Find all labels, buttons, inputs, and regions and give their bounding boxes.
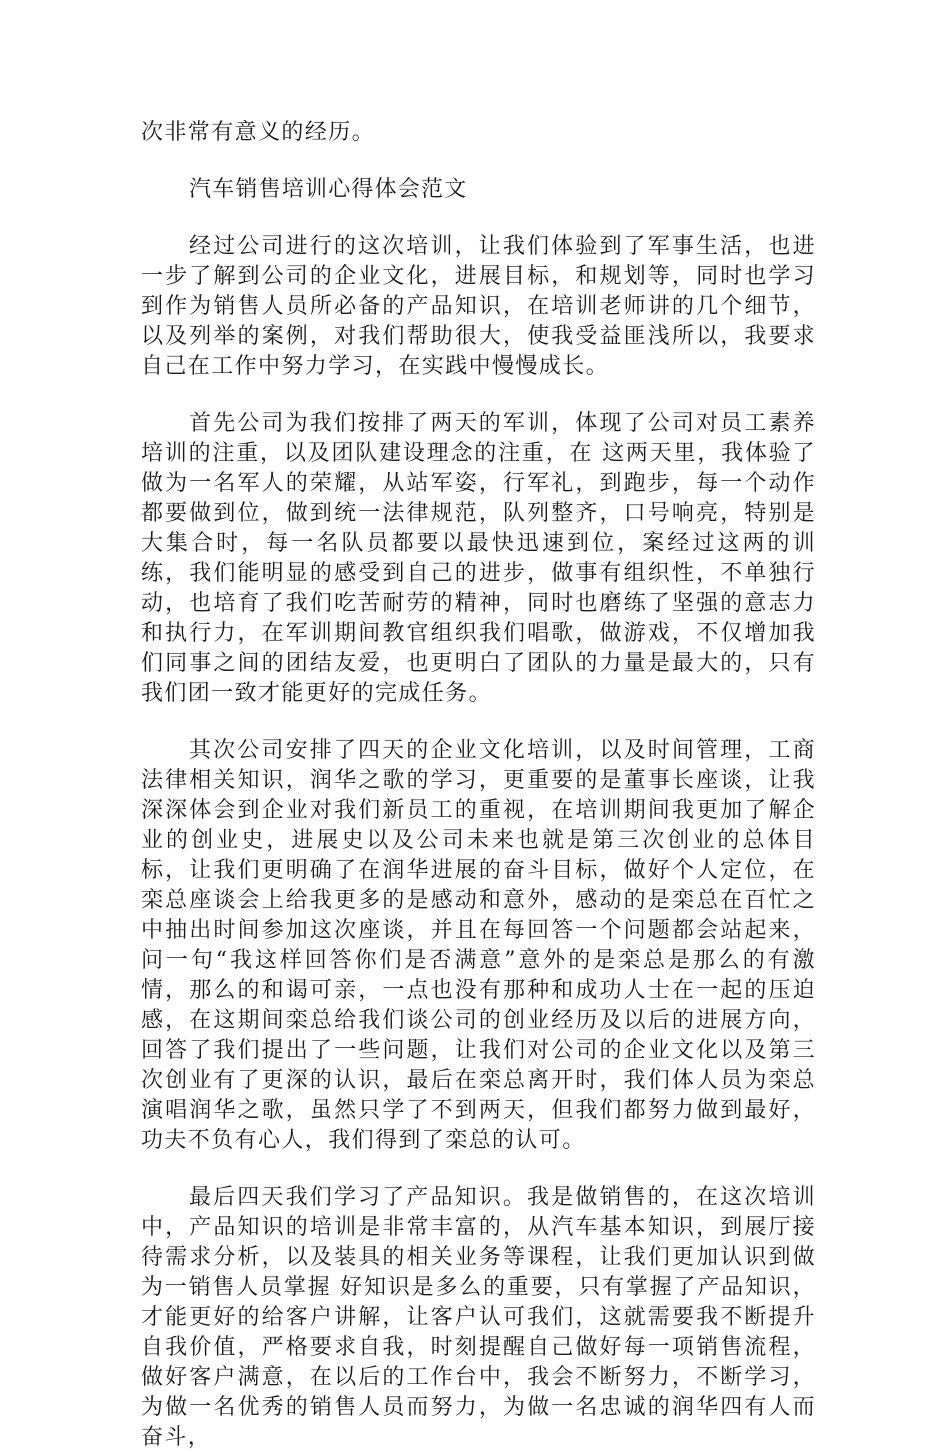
paragraph-culture-training: 其次公司安排了四天的企业文化培训，以及时间管理，工商法律相关知识，润华之歌的学习，更重要的是董事长座谈，让我深深体会到企业对我们新员工的重视，在培训期间我更加了解企业的创业史，进展史以及公司未来也就是第三次创业的总体目标，让我们更明确了在润华进展的奋斗目标，做好个人定位，在栾总座谈会上给我更多的是感动和意外，感动的是栾总在百忙之中抽出时间参加这次座谈，并且在每回答一个问题都会站起来，问一句“我这样回答你们是否满意”意外的是栾总是那么的有激情，那么的和谒可亲，一点也没有那种和成功人士在一起的压迫感，在这期间栾总给我们谈公司的创业经历及以后的进展方向，回答了我们提出了一些问题，让我们对公司的企业文化以及第三次创业有了更深的认识，最后在栾总离开时，我们体人员为栾总演唱润华之歌，虽然只学了不到两天，但我们都努力做到最好，功夫不负有心人，我们得到了栾总的认可。 xyxy=(141,738,816,1153)
document-title: 汽车销售培训心得体会范文 xyxy=(189,177,468,202)
paragraph-military-training: 首先公司为我们按排了两天的军训，体现了公司对员工素养培训的注重，以及团队建设理念的注重，在 这两天里，我体验了做为一名军人的荣耀，从站军姿，行军礼，到跑步，每一个动作都要做到位，做到统一法律规范，队列整齐，口号响亮，特别是大集合时，每一名队员都要以最快迅速到位，案经过这两的训练，我们能明显的感受到自己的进步，做事有组织性，不单独行动，也培育了我们吃苦耐劳的精神，同时也磨练了坚强的意志力和执行力，在军训期间教官组织我们唱歌，做游戏，不仅增加我们同事之间的团结友爱，也更明白了团队的力量是最大的，只有我们团一致才能更好的完成任务。 xyxy=(141,411,816,706)
lead-line: 次非常有意义的经历。 xyxy=(141,120,376,145)
paragraph-product-knowledge: 最后四天我们学习了产品知识。我是做销售的，在这次培训中，产品知识的培训是非常丰富的，从汽车基本知识，到展厅接待需求分析，以及装具的相关业务等课程，让我们更加认识到做为一销售人员掌握 好知识是多么的重要，只有掌握了产品知识，才能更好的给客户讲解，让客户认可我们，这就需要我不断提升自我价值，严格要求自我，时刻提醒自己做好每一项销售流程，做好客户满意，在以后的工作台中，我会不断努力，不断学习，为做一名优秀的销售人员而努力，为做一名忠诚的润华四有人而奋斗， xyxy=(141,1185,816,1450)
paragraph-intro: 经过公司进行的这次培训，让我们体验到了军事生活，也进一步了解到公司的企业文化，进展目标，和规划等，同时也学习到作为销售人员所必备的产品知识，在培训老师讲的几个细节，以及列举的案例，对我们帮助很大，使我受益匪浅所以，我要求自己在工作中努力学习，在实践中慢慢成长。 xyxy=(141,234,816,379)
document-page xyxy=(141,118,816,1453)
